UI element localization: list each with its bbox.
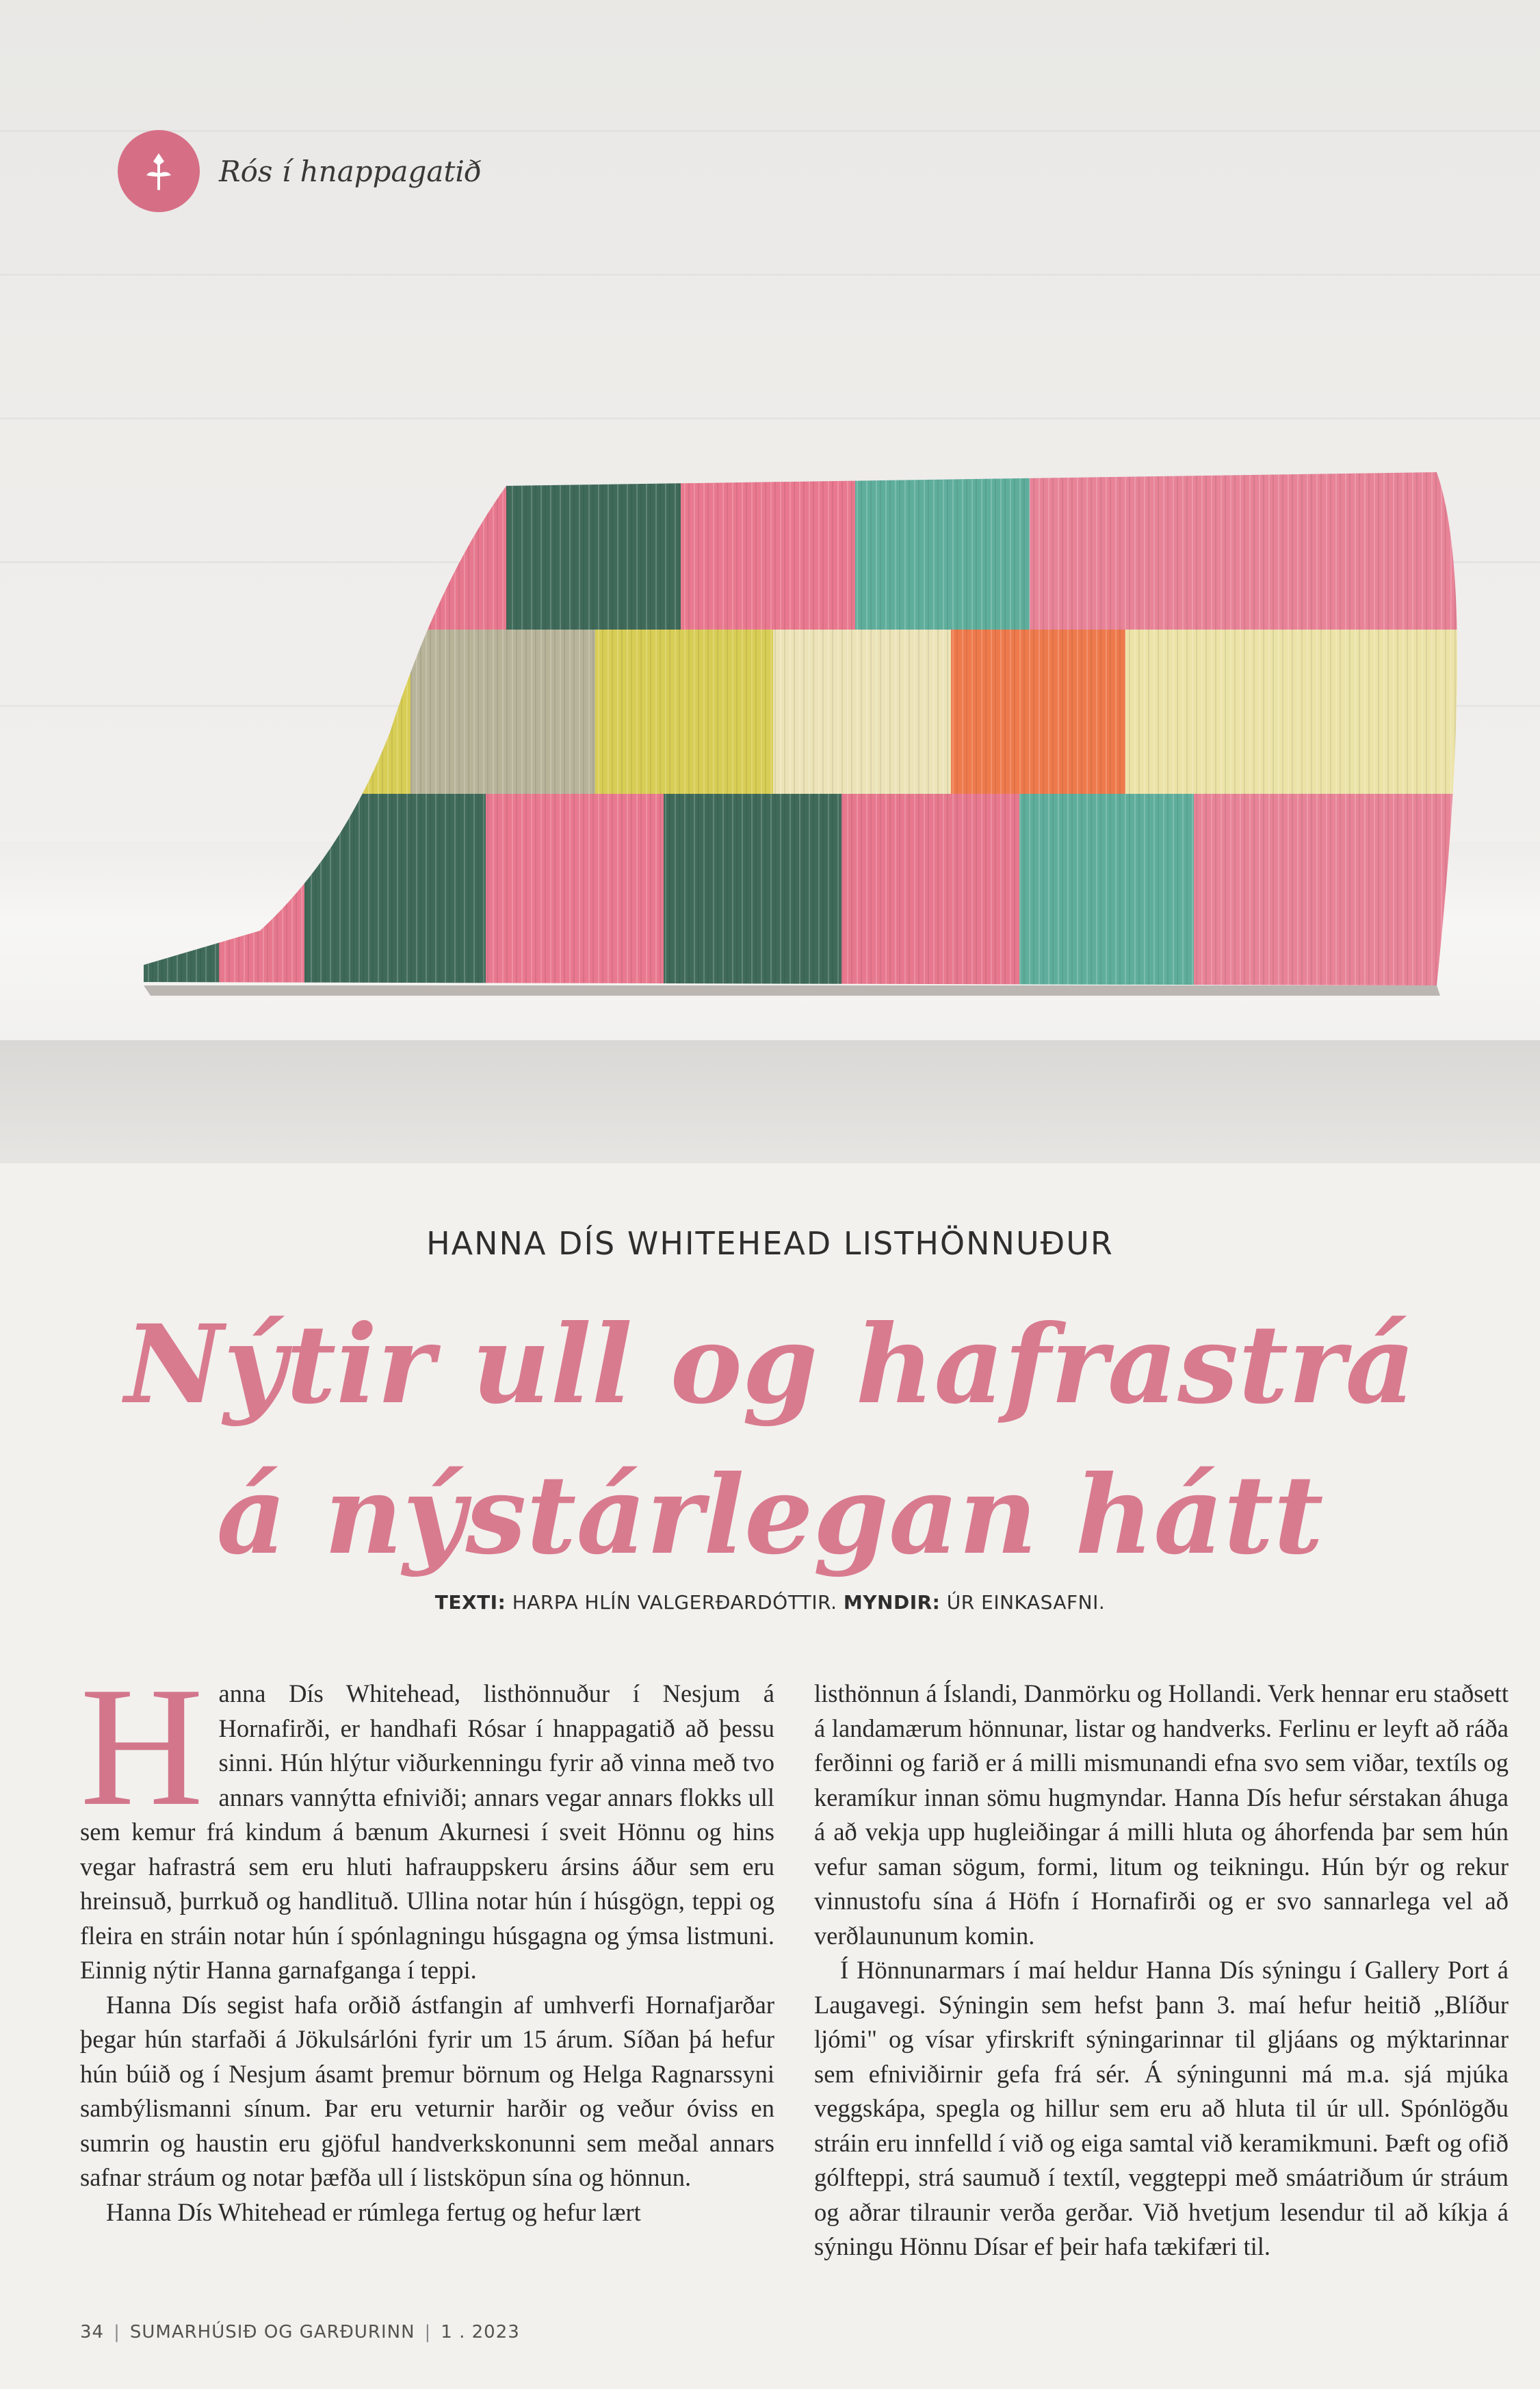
magazine-name: SUMARHÚSIÐ OG GARÐURINN	[129, 2322, 415, 2342]
headline-line-1: Nýtir ull og hafrastrá	[125, 1302, 1415, 1428]
page-number: 34	[80, 2322, 105, 2342]
wall-plank	[0, 0, 1540, 132]
patchwork-straw-sculpture	[137, 452, 1464, 999]
body-paragraph: Hanna Dís Whitehead er rúmlega fertug og hefur lært	[106, 2197, 641, 2226]
article-kicker: HANNA DÍS WHITEHEAD LISTHÖNNUÐUR	[426, 1225, 1114, 1262]
drop-cap: H	[80, 1652, 204, 1842]
headline-line-2: á nýstárlegan hátt	[216, 1452, 1324, 1579]
article-headline	[0, 1290, 1540, 1591]
paragraph-text: anna Dís Whitehead, listhönnuður í Nesjum á Hornafirði, er handhafi Rósar í hnappagatið að þessu sinni. Hún hlýtur viðurkenningu fyrir að vinna með tvo annars vannýtta efniviði; annars vegar annars flokks ull sem kemur frá kindum á bænum Akurnesi í sveit Hönnu og hins vegar hafrastrá sem eru hluti hafrauppskeru ársins áður sem eru hreinsuð, þurrkuð og handlituð. Ullina notar hún í húsgögn, teppi og fleira en stráin notar hún í spónlagningu húsgagna og ýmsa listmuni. Einnig nýtir Hanna garnafganga í teppi.	[80, 1679, 774, 1984]
section-label: Rós í hnappagatið	[219, 154, 482, 188]
body-column-right	[814, 1677, 1509, 2264]
shelf-front	[0, 1040, 1540, 1163]
patchwork-grid	[137, 452, 1464, 999]
rose-icon	[118, 130, 200, 212]
body-paragraph: Hanna Dís segist hafa orðið ástfangin af umhverfi Hornafjarðar þegar hún starfaði á Jökulsárlóni fyrir um 15 árum. Síðan þá hefur hún búið og í Nesjum ásamt þremur börnum og Helga Ragnarssyni sambýlismanni sínum. Þar eru veturnir harðir og veður óviss en sumrin og haustin eru gjöful handverkskonunni sem meðal annars safnar stráum og notar þæfða ull í listsköpun sína og hönnun.	[80, 1990, 774, 2191]
photo-credit-label: MYNDIR:	[843, 1591, 941, 1614]
issue-number: 1 . 2023	[441, 2322, 520, 2342]
page-footer: 34 | SUMARHÚSIÐ OG GARÐURINN | 1 . 2023	[80, 2322, 520, 2342]
body-paragraph: Í Hönnunarmars í maí heldur Hanna Dís sýningu í Gallery Port á Laugavegi. Sýningin sem hefst þann 3. maí hefur heitið „Blíður ljómi" og vísar yfirskrift sýningarinnar til gljáans og mýktarinnar sem efniviðirnir gefa frá sér. Á sýningunni má m.a. sjá mjúka veggskápa, spegla og hillur sem eru að hluta til úr ull. Spónlögðu stráin eru innfelld í við og eiga samtal við keramikmuni. Þæft og ofið gólfteppi, strá saumuð í textíl, veggteppi með smáatriðum úr stráum og aðrar tilraunir verða gerðar. Við hvetjum lesendur til að kíkja á sýningu Hönnu Dísar ef þeir hafa tækifæri til.	[814, 1956, 1509, 2260]
body-paragraph	[80, 1652, 774, 1988]
wall-plank	[0, 274, 1540, 419]
body-paragraph: listhönnun á Íslandi, Danmörku og Hollandi. Verk hennar eru staðsett á landamærum hönnunar, listar og handverks. Ferlinu er leyft að ráða ferðinni og farið er á milli mismunandi efna svo sem viðar, textíls og keramíkur innan sömu hugmyndar. Hanna Dís hefur sérstakan áhuga á að vekja upp hugleiðingar á milli hluta og áhorfenda þar sem hún vefur saman sögum, formi, litum og teikningu. Hún býr og rekur vinnustofu sína á Höfn í Hornafirði og er svo sannarlega vel að verðlaununum komin.	[814, 1679, 1509, 1950]
text-credit-value: HARPA HLÍN VALGERÐARDÓTTIR.	[512, 1591, 837, 1614]
body-column-left	[80, 1652, 774, 2230]
byline	[0, 1591, 1540, 1614]
text-credit-label: TEXTI:	[434, 1591, 506, 1614]
photo-credit-value: ÚR EINKASAFNI.	[946, 1591, 1106, 1614]
section-badge	[118, 130, 482, 212]
